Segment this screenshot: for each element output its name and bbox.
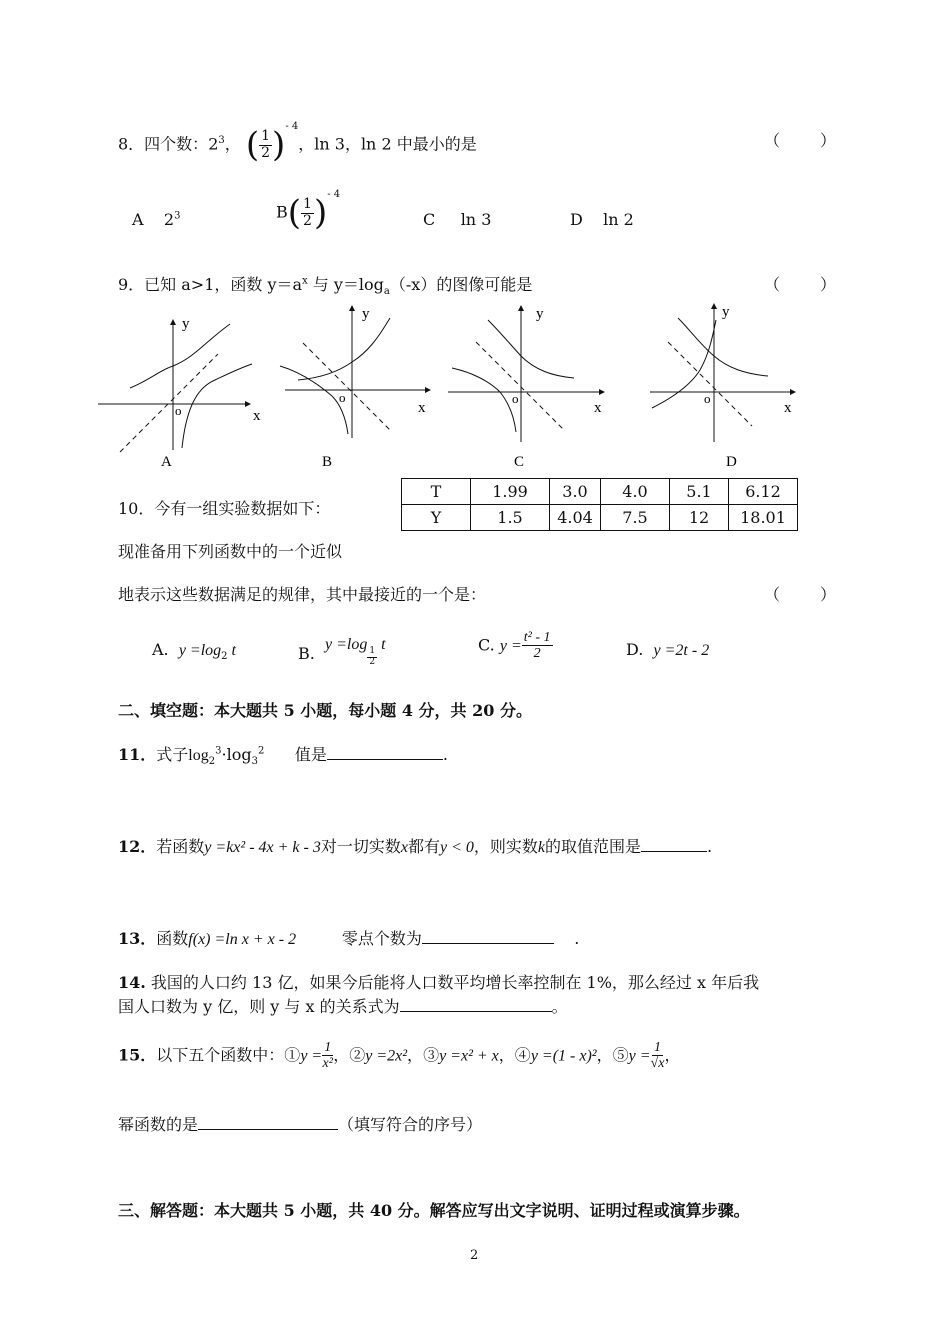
- graph-d: [650, 304, 795, 442]
- graph-c-label: C: [514, 454, 525, 470]
- q9-graphs: [0, 300, 950, 480]
- section-3-title: 三、解答题：本大题共 5 小题，共 40 分。解答应写出文字说明、证明过程或演算步骤。: [118, 1201, 750, 1220]
- q10-answer-paren: （ ）: [764, 585, 837, 604]
- table-row: Y 1.5 4.04 7.5 12 18.01: [402, 505, 798, 531]
- graph-a-x-label: x: [253, 408, 261, 424]
- graph-b: [280, 306, 430, 438]
- q10-data-table: [401, 478, 798, 531]
- q11: 11．式子$\log_2^3\cdot\log_3^2$ 值是 .: [118, 745, 448, 768]
- graph-b-origin: o: [339, 390, 346, 405]
- graph-d-label: D: [726, 454, 737, 470]
- graph-a-y-label: y: [182, 316, 190, 332]
- q12: 12．若函数y =kx² - 4x + k - 3对一切实数x都有y < 0，则实数k的取值范围是 .: [118, 837, 713, 856]
- q15-line2: 幂函数的是 （填写符合的序号）: [118, 1115, 483, 1134]
- q10-option-b: B. y =log $\frac{1}{2}$ t: [298, 636, 386, 668]
- graph-c-y-label: y: [536, 306, 544, 322]
- q15-line1: 15．以下五个函数中：①y = $\frac{1}{\text{x²}}$ ，②y =2x²，③y =x² + x，④y =(1 - x)²，⑤y = $\frac{1}{√x}$ ，: [118, 1040, 681, 1072]
- graph-c-origin: o: [512, 391, 519, 406]
- graph-a-origin: o: [175, 403, 182, 418]
- q13: 13．函数f(x) =ln x + x - 2 零点个数为 .: [118, 929, 580, 948]
- graph-b-label: B: [322, 454, 333, 470]
- graph-a: [98, 320, 252, 452]
- q8-stem: 8．四个数：$2^3$， ( $\frac{1}{2}$ )$^{- 4}$，ln 3，ln 2 中最小的是: [118, 121, 477, 165]
- q9-stem: 9．已知 a>1，函数 $y=a^x$ 与 $y=\log_a(-x)$的图像可能是: [118, 275, 533, 298]
- graph-d-y-label: y: [722, 304, 730, 320]
- q10-option-d: D. y =2t - 2: [626, 640, 710, 659]
- q10-line3: 地表示这些数据满足的规律，其中最接近的一个是：: [118, 585, 487, 604]
- graph-b-y-label: y: [362, 306, 370, 322]
- graph-c-x-label: x: [594, 400, 602, 416]
- section-2-title: 二、填空题：本大题共 5 小题，每小题 4 分，共 20 分。: [118, 701, 532, 720]
- q8-option-c: C ln 3: [423, 210, 492, 229]
- q14-line2: 国人口数为 y 亿，则 y 与 x 的关系式为 。: [118, 997, 568, 1016]
- q10-line1: 10．今有一组实验数据如下：: [118, 499, 331, 518]
- q14-line1: 14. 我国的人口约 13 亿，如果今后能将人口数平均增长率控制在 1%，那么经过 x 年后我: [118, 973, 760, 992]
- graph-d-origin: o: [704, 391, 711, 406]
- q10-line2: 现准备用下列函数中的一个近似: [118, 542, 343, 561]
- q8-option-b: B( $\frac{1}{2}$ )$^{- 4}$: [276, 189, 341, 233]
- graph-c: [448, 306, 604, 442]
- q8-option-d: D ln 2: [570, 210, 634, 229]
- table-row: T 1.99 3.0 4.0 5.1 6.12: [402, 479, 798, 505]
- graph-a-label: A: [161, 454, 172, 470]
- q10-option-c: C. y = $\frac{\text{t² - 1}}{2}$: [478, 630, 551, 662]
- q8-option-a: A $2^3$: [132, 210, 181, 229]
- graph-b-x-label: x: [418, 400, 426, 416]
- graph-d-x-label: x: [784, 400, 792, 416]
- q9-answer-paren: （ ）: [764, 275, 837, 294]
- q10-option-a: A. $y =\log_2$ t: [152, 640, 236, 663]
- page-number: 2: [470, 1248, 479, 1263]
- q8-answer-paren: （ ）: [764, 131, 837, 150]
